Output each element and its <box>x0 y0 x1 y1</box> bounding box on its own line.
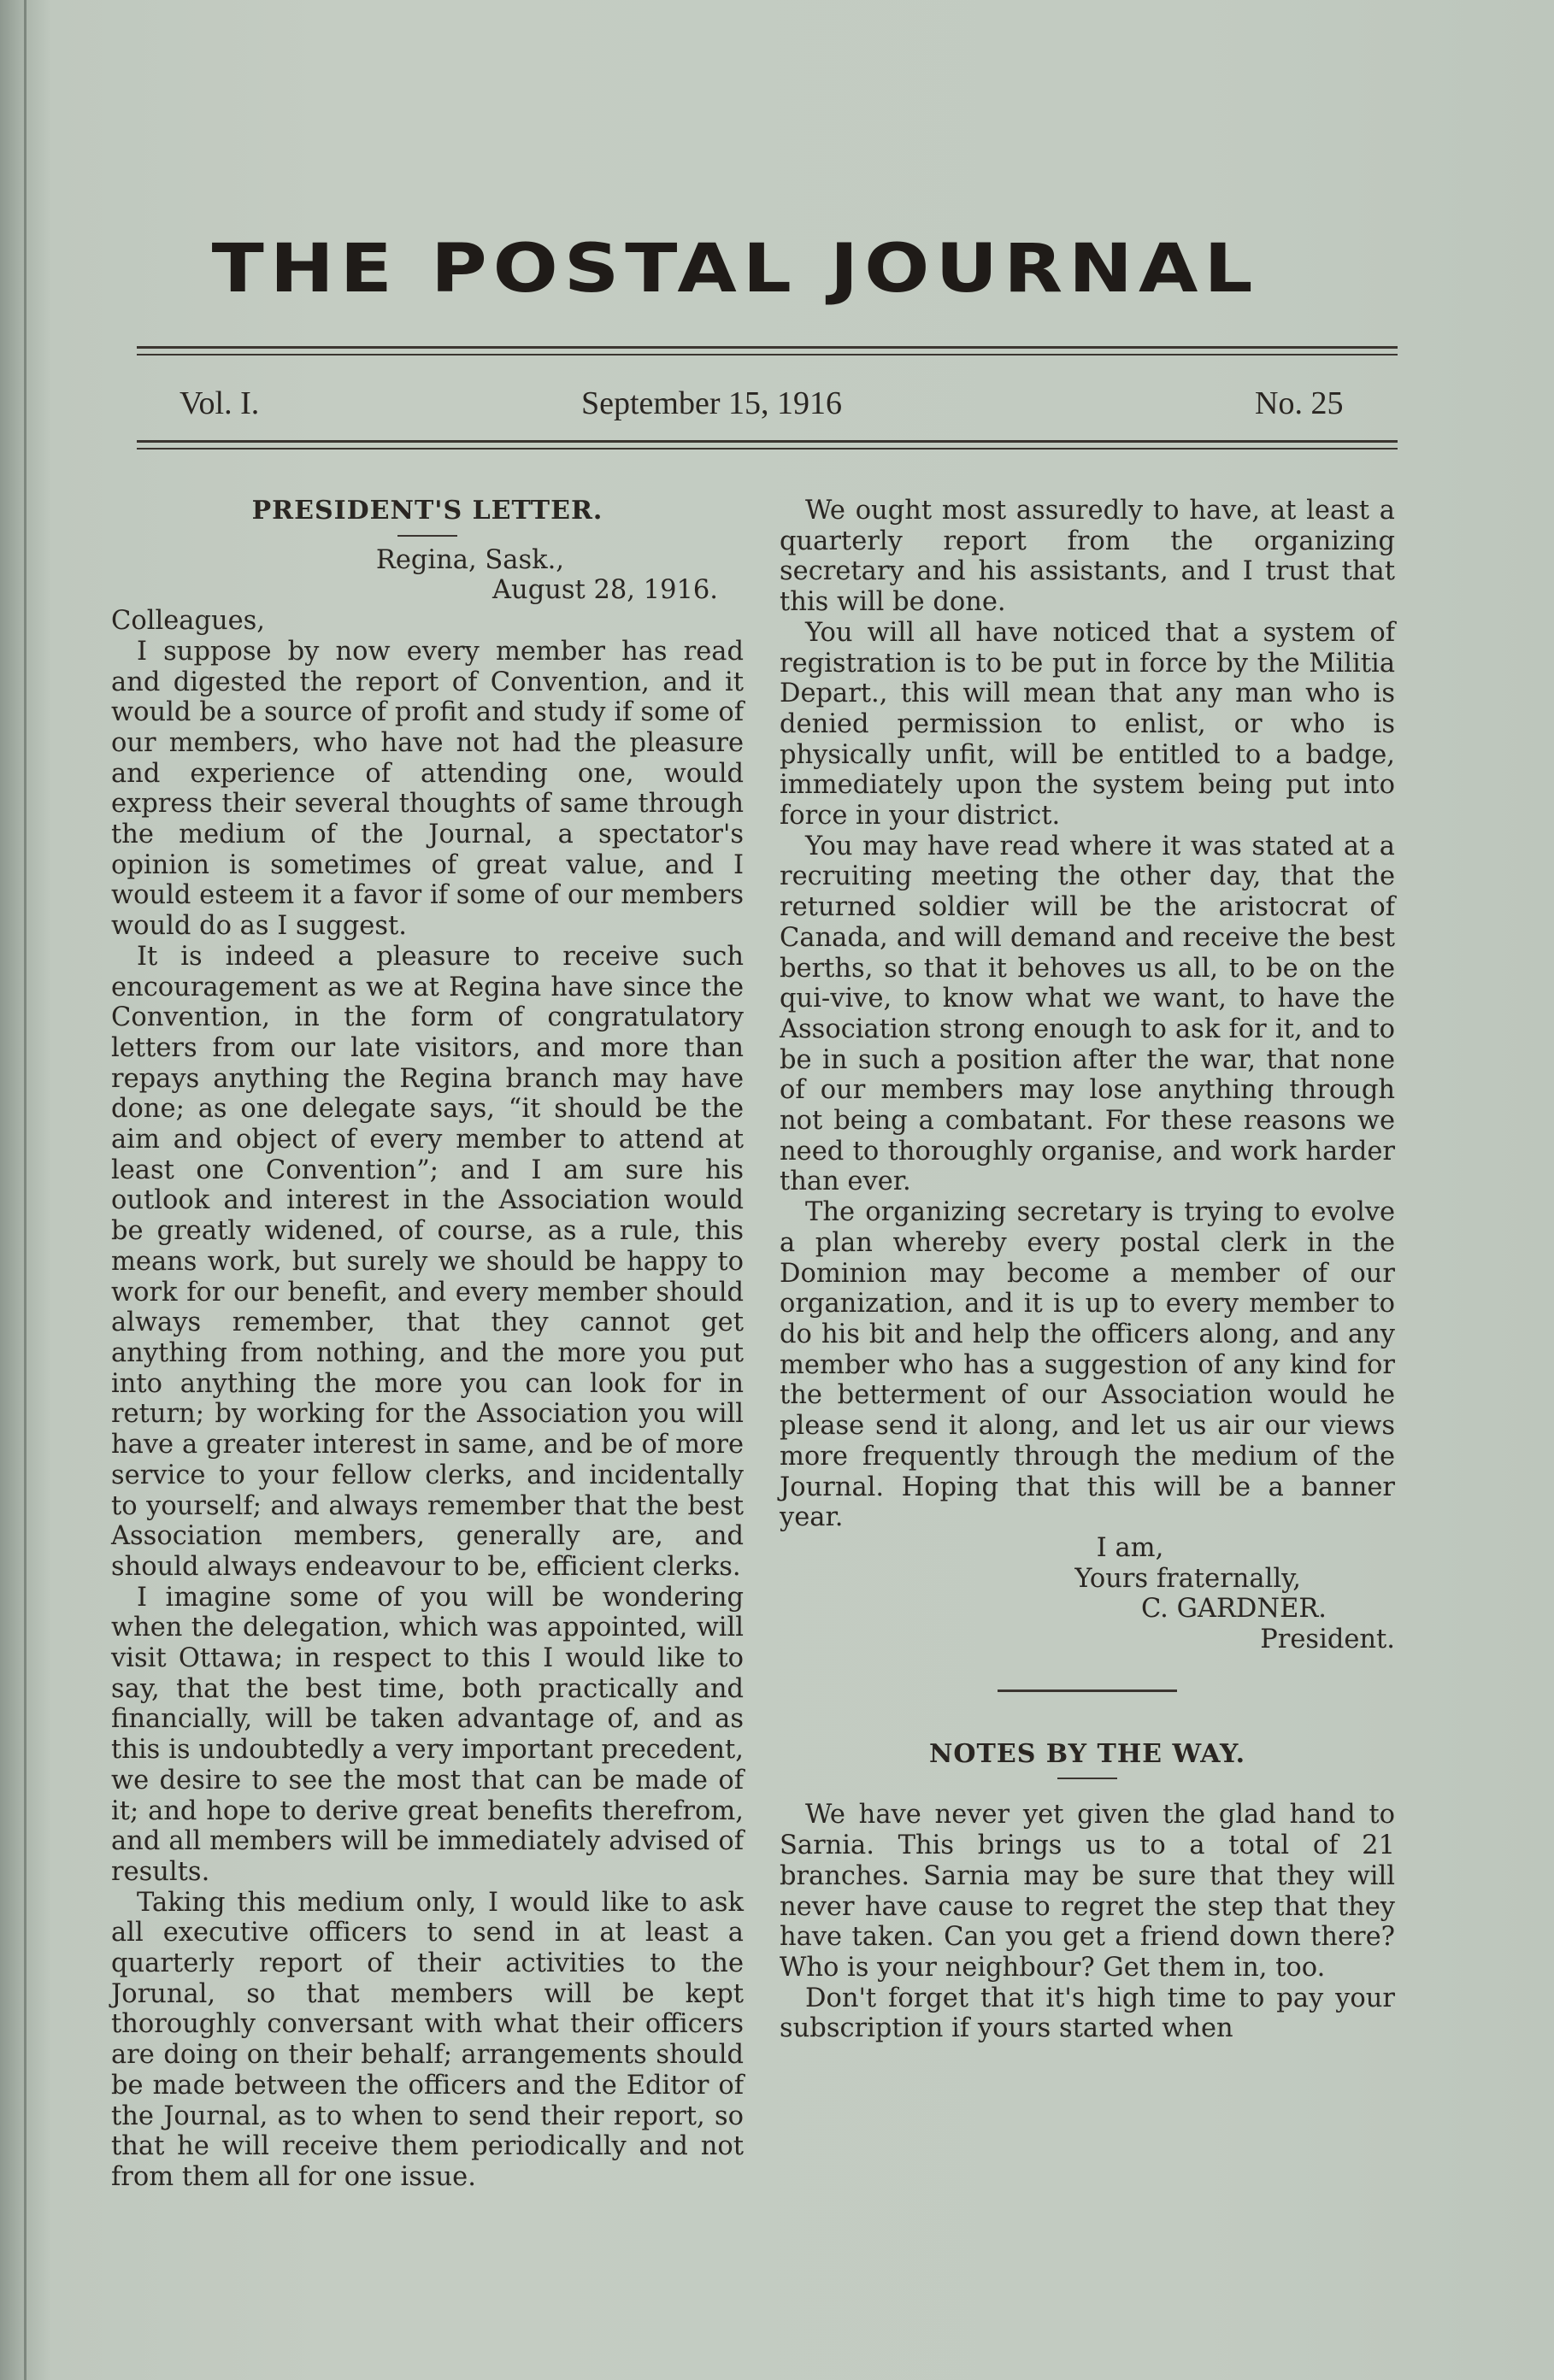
notes-paragraph: We have never yet given the glad hand to Sarnia. This brings us to a total of 21 branches. Sarnia may be sure that they will never have cause to regret the step that they have taken. Can you get a friend down there? Who is your neighbour? Get them in, too. <box>780 1800 1395 1983</box>
issue-date: September 15, 1916 <box>581 385 843 421</box>
letter-closing: I am, <box>1096 1532 1164 1563</box>
letter-paragraph: It is indeed a pleasure to receive such encouragement as we at Regina have since the Convention, in the form of congratulatory letters from our late visitors, and more than repays anything the Regina branch may have done; as one delegate says, “it should be the aim and object of every member to attend at least one Convention”; and I am sure his outlook and interest in the Association would be greatly widened, of course, as a rule, this means work, but surely we should be happy to work for our benefit, and every member should always remember, that they cannot get anything from nothing, and the more you put into anything the more you can look for in return; by working for the Association you will have a greater interest in same, and be of more service to your fellow clerks, and incidentally to yourself; and always remember that the best Association members, generally are, and should always endeavour to be, efficient clerks. <box>111 941 744 1582</box>
notes-heading-dash <box>1057 1778 1117 1779</box>
masthead-title: THE POSTAL JOURNAL <box>211 231 1259 308</box>
letter-paragraph: You may have read where it was stated at a recruiting meeting the other day, that the returned soldier will be the aristocrat of Canada, and will demand and receive the best berths, so that it behoves us all, to be on the qui-vive, to know what we want, to have the Association strong enough to ask for it, and to be in such a position after the war, that none of our members may lose anything through not being a combatant. For these reasons we need to thoroughly organise, and work harder than ever. <box>780 831 1395 1197</box>
left-column <box>111 496 744 2193</box>
letter-paragraph: I imagine some of you will be wondering when the delegation, which was appointed, will visit Ottawa; in respect to this I would like to say, that the best time, both practically and financially, will be taken advantage of, and as this is undoubtedly a very important precedent, we desire to see the most that can be made of it; and hope to derive great benefits therefrom, and all members will be immediately advised of results. <box>111 1582 744 1887</box>
issue-number: No. 25 <box>1255 385 1344 421</box>
letter-place: Regina, Sask., <box>375 544 564 575</box>
letter-date: August 28, 1916. <box>492 575 718 606</box>
letter-paragraph: I suppose by now every member has read and digested the report of Convention, and it would be a source of profit and study if some of our members, who have not had the pleasure and experience of attending one, would express their several thoughts of same through the medium of the Journal, a spectator's opinion is sometimes of great value, and I would esteem it a favor if some of our members would do as I suggest. <box>111 636 744 942</box>
president-letter-heading: PRESIDENT'S LETTER. <box>251 496 603 526</box>
section-separator <box>998 1690 1177 1692</box>
bottom-rule-2 <box>137 448 1398 450</box>
bottom-rule-1 <box>137 440 1398 443</box>
letter-paragraph: The organizing secretary is trying to evolve a plan whereby every postal clerk in the Dominion may become a member of our organization, and it is up to every member to do his bit and help the officers along, and any member who has a suggestion of any kind for the betterment of our Association would he please send it along, and let us air our views more frequently through the medium of the Journal. Hoping that this will be a banner year. <box>780 1197 1395 1533</box>
letter-signer: C. GARDNER. <box>1140 1594 1327 1625</box>
right-column <box>780 496 1395 2044</box>
letter-paragraph: Taking this medium only, I would like to ask all executive officers to send in at least a quarterly report of their activities to the Jorunal, so that members will be kept thoroughly conversant with what their officers are doing on their behalf; arrangements should be made between the officers and the Editor of the Journal, as to when to send their report, so that he will receive them periodically and not from them all for one issue. <box>111 1887 744 2192</box>
letter-valediction: Yours fraternally, <box>1074 1563 1301 1594</box>
notes-paragraph: Don't forget that it's high time to pay your subscription if yours started when <box>780 1983 1395 2044</box>
letter-salutation: Colleagues, <box>111 606 266 637</box>
heading-dash <box>397 535 457 537</box>
notes-heading: NOTES BY THE WAY. <box>928 1738 1246 1769</box>
letter-paragraph: We ought most assuredly to have, at least a quarterly report from the organizing secretary and his assistants, and I trust that this will be done. <box>780 496 1395 618</box>
volume-label: Vol. I. <box>180 385 260 421</box>
binding-gutter <box>24 0 26 2380</box>
top-rule-1 <box>137 346 1398 349</box>
letter-paragraph: You will all have noticed that a system of registration is to be put in force by the Militia Depart., this will mean that any man who is denied permission to enlist, or who is physically unfit, will be entitled to a badge, immediately upon the system being put into force in your district. <box>780 617 1395 832</box>
top-rule-2 <box>137 354 1398 356</box>
letter-signer-title: President. <box>1260 1625 1395 1655</box>
